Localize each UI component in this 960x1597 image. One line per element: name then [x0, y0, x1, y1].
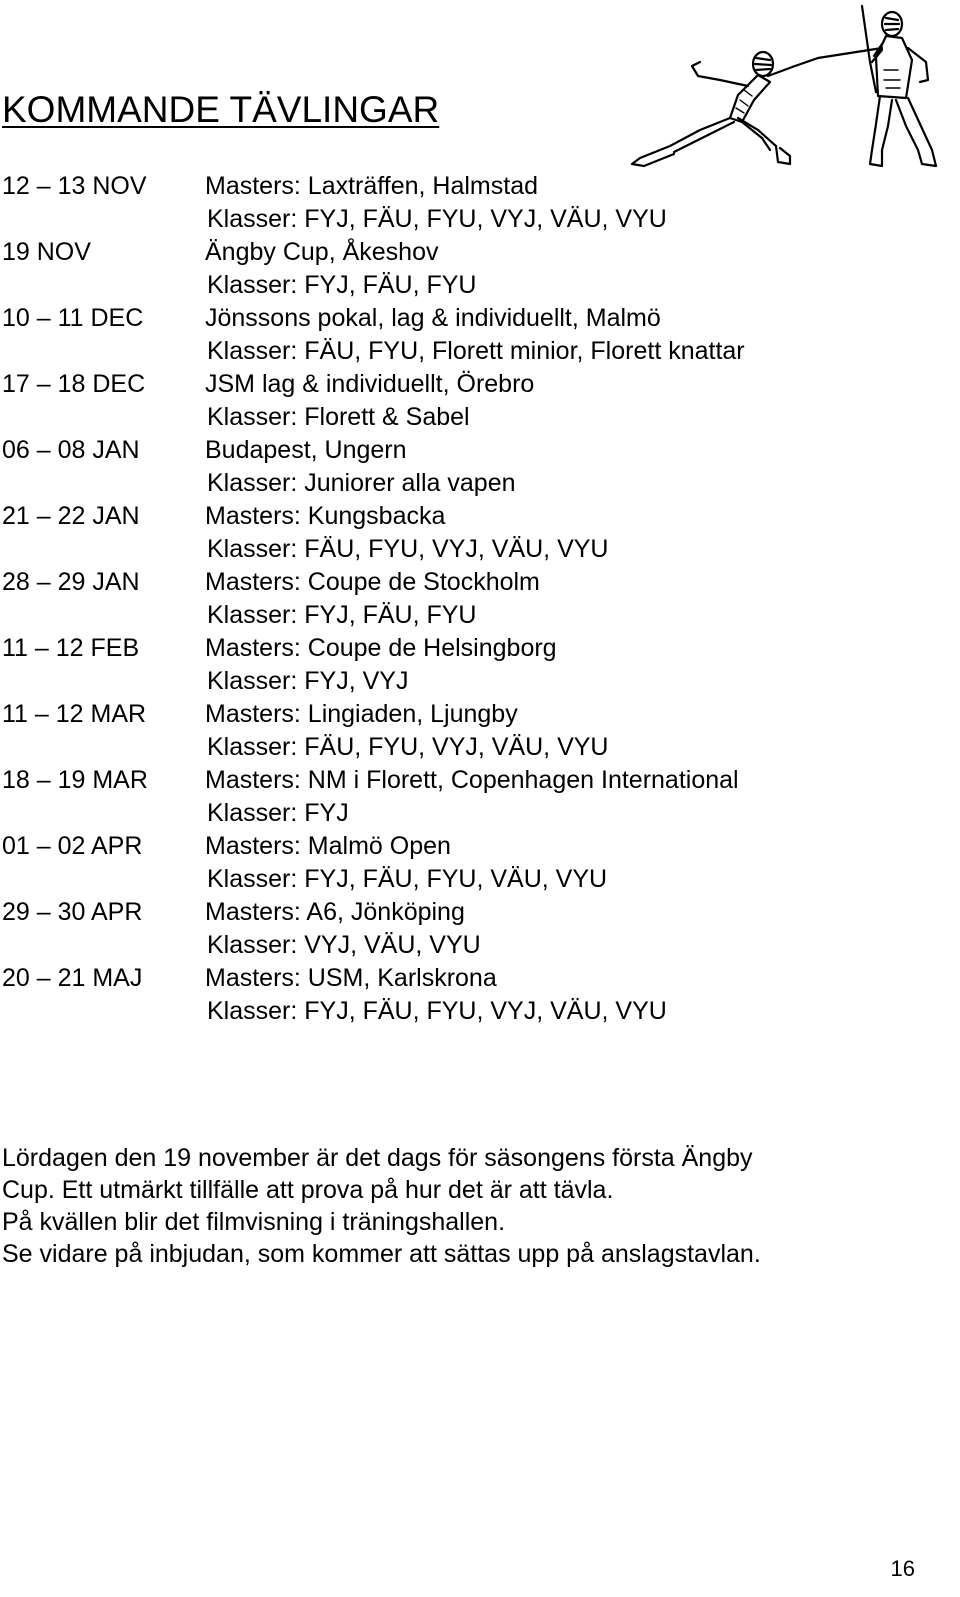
event-classes: Klasser: FYJ, FÄU, FYU, VYJ, VÄU, VYU: [207, 997, 667, 1025]
event-classes: Klasser: FYJ, FÄU, FYU: [207, 271, 477, 299]
event-name: Jönssons pokal, lag & individuellt, Malmö: [205, 304, 661, 332]
event-name: Masters: A6, Jönköping: [205, 898, 465, 926]
event-item: [2, 764, 902, 830]
event-date: 12 – 13 NOV: [2, 172, 147, 200]
left-fencer-figure: [632, 48, 882, 166]
notes-paragraph: [2, 1142, 942, 1270]
event-date: 21 – 22 JAN: [2, 502, 140, 530]
event-classes: Klasser: FYJ, VYJ: [207, 667, 409, 695]
event-item: [2, 698, 902, 764]
event-classes: Klasser: Florett & Sabel: [207, 403, 470, 431]
event-item: [2, 632, 902, 698]
event-classes: Klasser: FÄU, FYU, VYJ, VÄU, VYU: [207, 535, 609, 563]
notes-line: Cup. Ett utmärkt tillfälle att prova på hur det är att tävla.: [2, 1176, 614, 1204]
event-date: 11 – 12 MAR: [2, 700, 147, 728]
event-name: Masters: Laxträffen, Halmstad: [205, 172, 539, 200]
event-date: 20 – 21 MAJ: [2, 964, 143, 992]
event-classes: Klasser: FÄU, FYU, VYJ, VÄU, VYU: [207, 733, 609, 761]
event-item: [2, 896, 902, 962]
event-classes: Klasser: FYJ, FÄU, FYU: [207, 601, 477, 629]
event-name: Ängby Cup, Åkeshov: [205, 238, 439, 266]
event-name: Masters: NM i Florett, Copenhagen International: [205, 766, 739, 794]
event-item: [2, 566, 902, 632]
event-classes: Klasser: FYJ, FÄU, FYU, VYJ, VÄU, VYU: [207, 205, 667, 233]
notes-line: Se vidare på inbjudan, som kommer att sättas upp på anslagstavlan.: [2, 1240, 761, 1268]
event-date: 18 – 19 MAR: [2, 766, 148, 794]
event-name: JSM lag & individuellt, Örebro: [205, 370, 535, 398]
event-date: 19 NOV: [2, 238, 91, 266]
event-classes: Klasser: Juniorer alla vapen: [207, 469, 516, 497]
event-date: 11 – 12 FEB: [2, 634, 140, 662]
event-classes: Klasser: FYJ: [207, 799, 349, 827]
fencers-icon: [630, 0, 960, 172]
event-item: [2, 302, 902, 368]
event-item: [2, 500, 902, 566]
event-name: Masters: Coupe de Stockholm: [205, 568, 540, 596]
event-item: [2, 830, 902, 896]
event-name: Masters: Kungsbacka: [205, 502, 446, 530]
notes-line: På kvällen blir det filmvisning i träningshallen.: [2, 1208, 506, 1236]
event-date: 06 – 08 JAN: [2, 436, 140, 464]
event-name: Masters: Lingiaden, Ljungby: [205, 700, 518, 728]
event-item: [2, 236, 902, 302]
event-date: 17 – 18 DEC: [2, 370, 146, 398]
events-list: [2, 170, 902, 1028]
notes-line: Lördagen den 19 november är det dags för säsongens första Ängby: [2, 1144, 753, 1172]
event-item: [2, 434, 902, 500]
event-item: [2, 170, 902, 236]
event-classes: Klasser: FÄU, FYU, Florett minior, Florett knattar: [207, 337, 745, 365]
page-title: KOMMANDE TÄVLINGAR: [2, 89, 440, 130]
event-date: 10 – 11 DEC: [2, 304, 144, 332]
right-fencer-figure: [862, 6, 936, 166]
event-name: Masters: Coupe de Helsingborg: [205, 634, 557, 662]
event-name: Budapest, Ungern: [205, 436, 407, 464]
page-number: 16: [890, 1556, 915, 1581]
event-date: 29 – 30 APR: [2, 898, 143, 926]
event-date: 01 – 02 APR: [2, 832, 143, 860]
event-item: [2, 368, 902, 434]
event-date: 28 – 29 JAN: [2, 568, 140, 596]
event-name: Masters: Malmö Open: [205, 832, 451, 860]
event-classes: Klasser: FYJ, FÄU, FYU, VÄU, VYU: [207, 865, 608, 893]
event-name: Masters: USM, Karlskrona: [205, 964, 497, 992]
event-classes: Klasser: VYJ, VÄU, VYU: [207, 931, 481, 959]
event-item: [2, 962, 902, 1028]
